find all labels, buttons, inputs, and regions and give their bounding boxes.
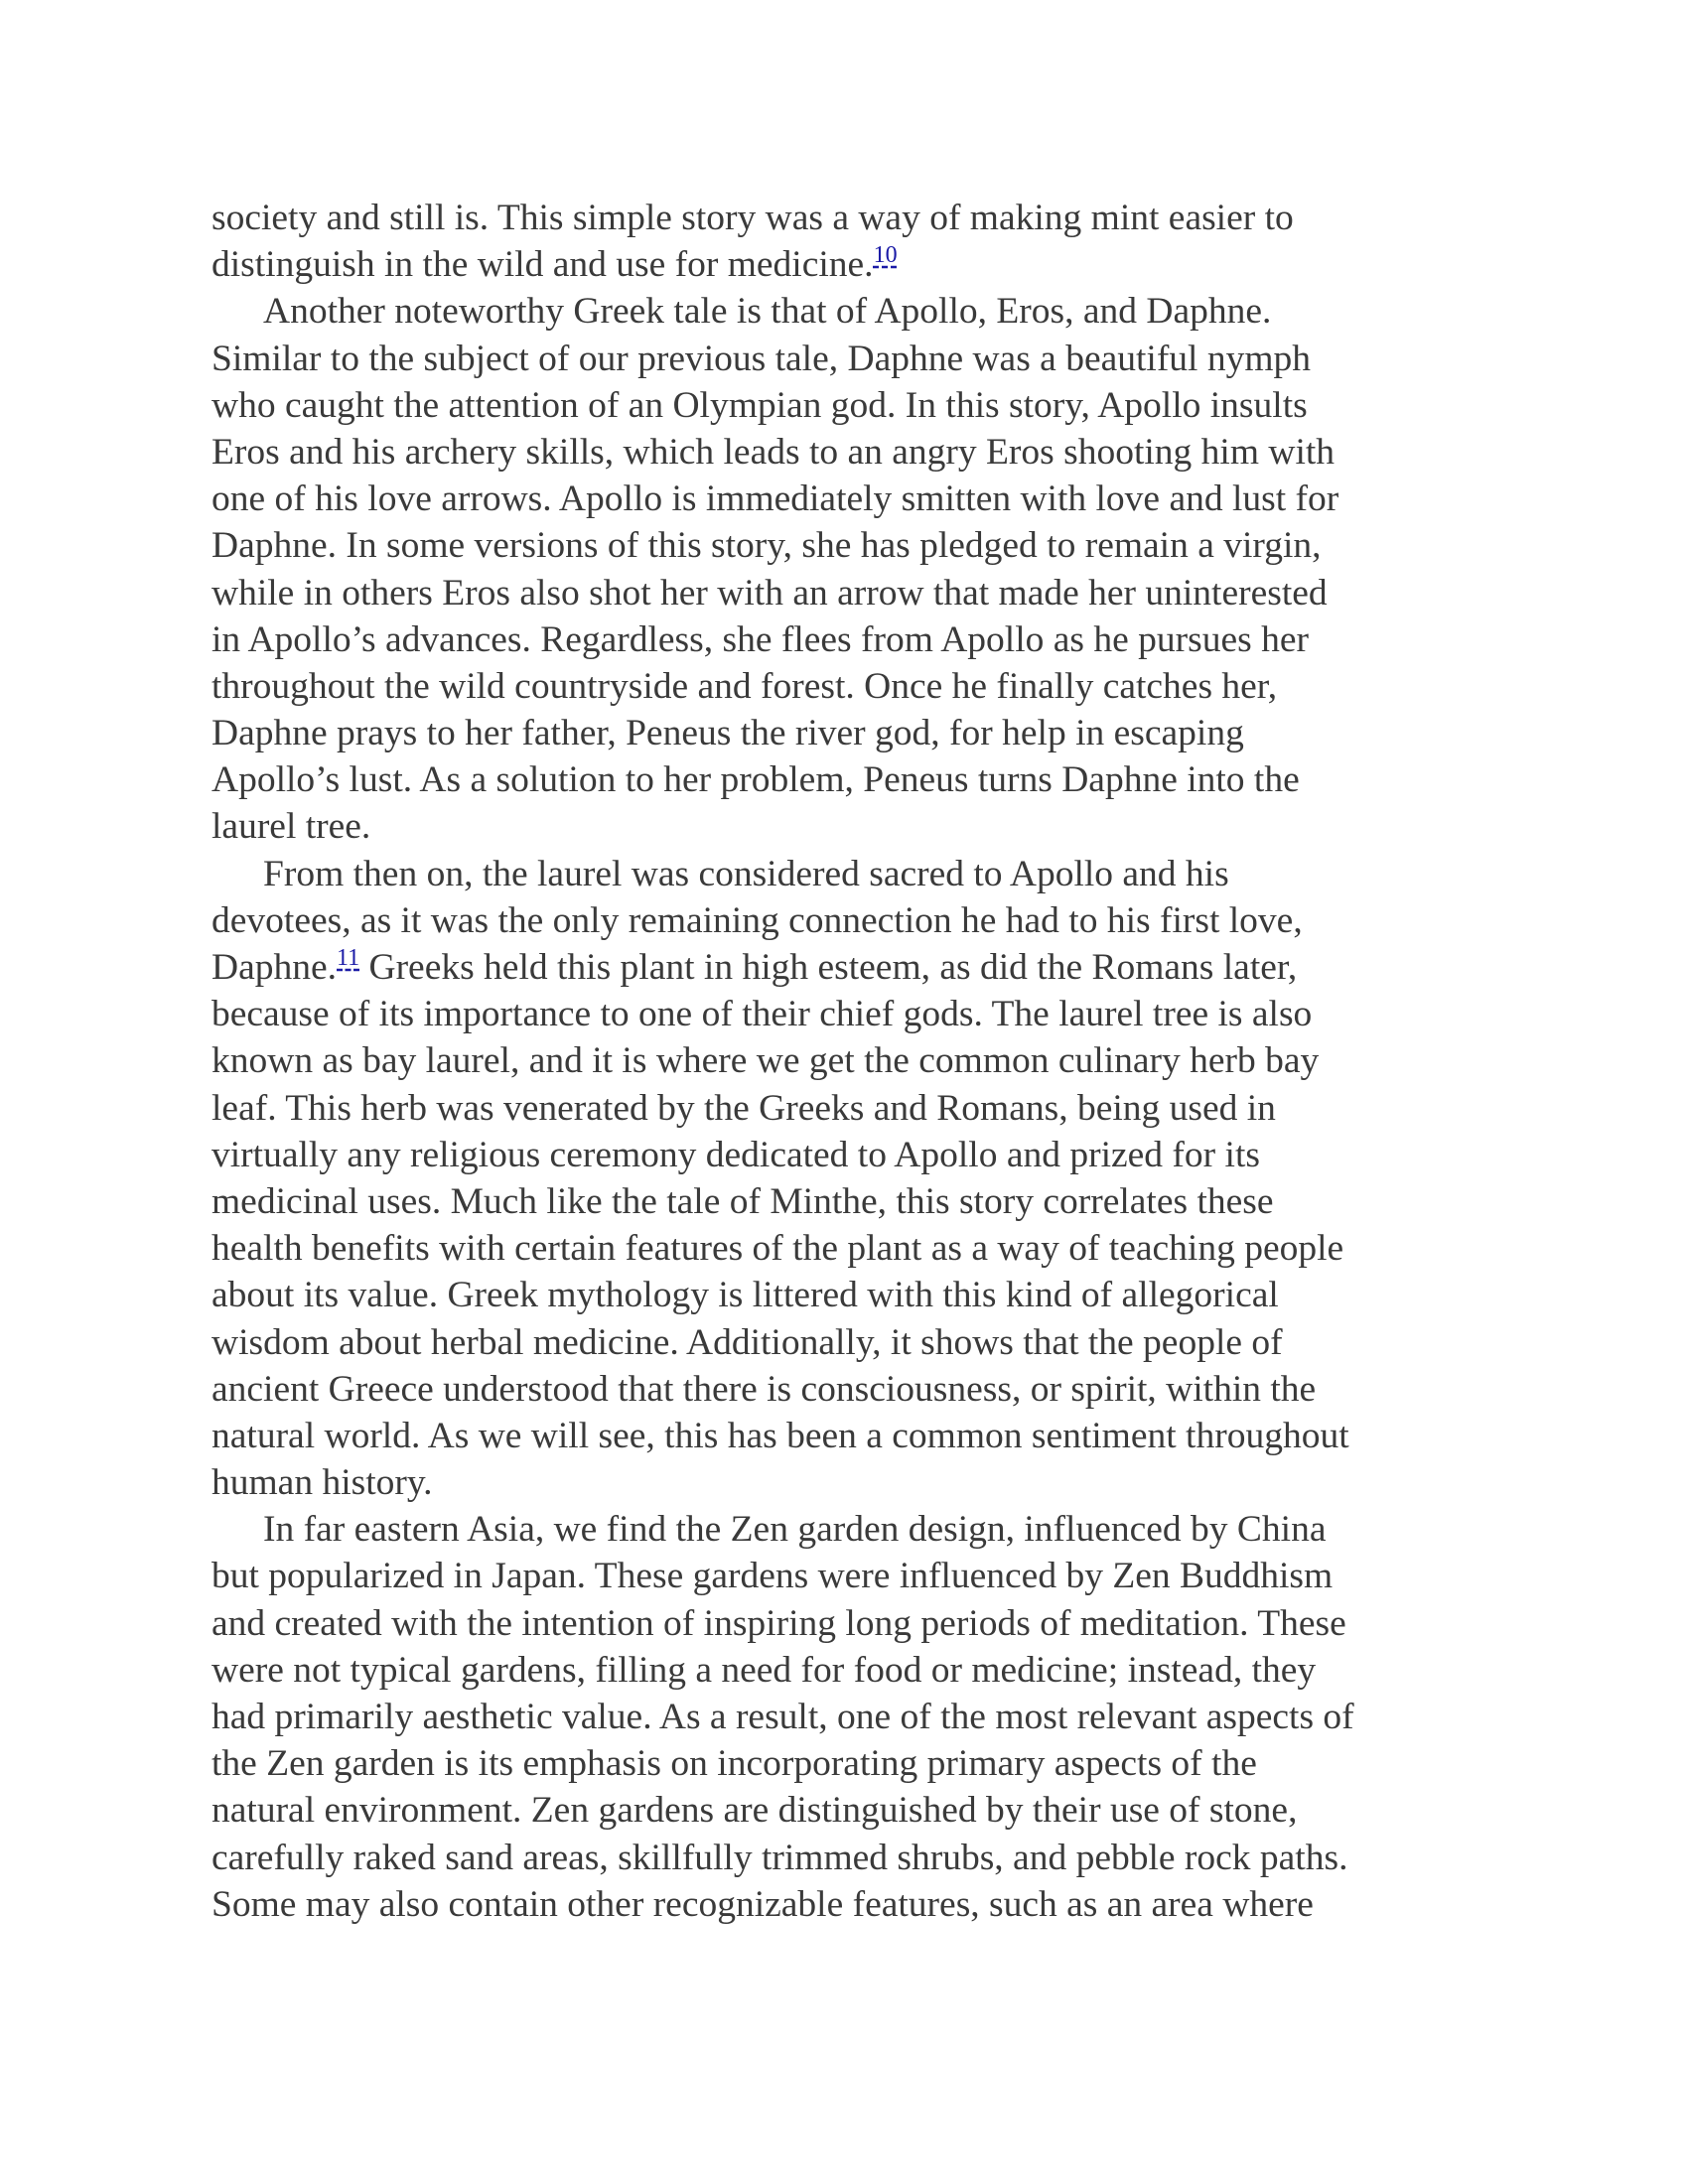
text-line: natural environment. Zen gardens are distinguished by their use of stone, <box>211 1790 1298 1832</box>
paragraph-4 <box>211 1506 1492 1928</box>
text-line <box>211 944 1492 991</box>
text-line: Eros and his archery skills, which leads to an angry Eros shooting him with <box>211 431 1336 473</box>
text-line: about its value. Greek mythology is littered with this kind of allegorical <box>211 1275 1279 1316</box>
paragraph-2 <box>211 288 1492 850</box>
text-line: virtually any religious ceremony dedicated to Apollo and prized for its <box>211 1134 1260 1175</box>
text-line: wisdom about herbal medicine. Additionally, it shows that the people of <box>211 1321 1283 1363</box>
text-line: Some may also contain other recognizable features, such as an area where <box>211 1883 1314 1925</box>
text-line: devotees, as it was the only remaining connection he had to his first love, <box>211 899 1303 941</box>
text-line: throughout the wild countryside and forest. Once he finally catches her, <box>211 665 1278 707</box>
footnote-link-10[interactable]: 10 <box>873 242 898 269</box>
text-line: laurel tree. <box>211 806 371 848</box>
text-line: Daphne prays to her father, Peneus the river god, for help in escaping <box>211 713 1244 754</box>
text-line: carefully raked sand areas, skillfully trimmed shrubs, and pebble rock paths. <box>211 1837 1348 1878</box>
text-segment: distinguish in the wild and use for medicine. <box>211 244 874 286</box>
text-line: From then on, the laurel was considered sacred to Apollo and his <box>263 853 1229 894</box>
text-line <box>211 241 1492 288</box>
text-line: while in others Eros also shot her with an arrow that made her uninterested <box>211 572 1328 614</box>
text-line: were not typical gardens, filling a need for food or medicine; instead, they <box>211 1649 1317 1691</box>
text-segment: Daphne. <box>211 947 337 988</box>
text-line: Daphne. In some versions of this story, she has pledged to remain a virgin, <box>211 525 1322 567</box>
text-line: the Zen garden is its emphasis on incorporating primary aspects of the <box>211 1743 1257 1785</box>
text-line: Similar to the subject of our previous tale, Daphne was a beautiful nymph <box>211 338 1312 379</box>
text-line: society and still is. This simple story was a way of making mint easier to <box>211 198 1294 238</box>
text-line: human history. <box>211 1462 433 1504</box>
footnote-link-11[interactable]: 11 <box>337 945 360 971</box>
text-line: because of its importance to one of their chief gods. The laurel tree is also <box>211 994 1313 1035</box>
text-line: natural world. As we will see, this has been a common sentiment throughout <box>211 1415 1349 1456</box>
text-segment: Greeks held this plant in high esteem, as did the Romans later, <box>359 947 1298 988</box>
document-page <box>211 195 1492 1928</box>
text-line: one of his love arrows. Apollo is immediately smitten with love and lust for <box>211 478 1339 520</box>
text-line: but popularized in Japan. These gardens were influenced by Zen Buddhism <box>211 1556 1334 1597</box>
text-line: who caught the attention of an Olympian god. In this story, Apollo insults <box>211 384 1308 426</box>
text-line: Another noteworthy Greek tale is that of Apollo, Eros, and Daphne. <box>263 291 1272 333</box>
text-line: in Apollo’s advances. Regardless, she flees from Apollo as he pursues her <box>211 618 1309 660</box>
text-line: leaf. This herb was venerated by the Greeks and Romans, being used in <box>211 1087 1276 1129</box>
text-line: Apollo’s lust. As a solution to her problem, Peneus turns Daphne into the <box>211 759 1300 801</box>
text-line: health benefits with certain features of the plant as a way of teaching people <box>211 1228 1344 1270</box>
paragraph-3 <box>211 851 1492 1507</box>
text-line: In far eastern Asia, we find the Zen garden design, influenced by China <box>263 1509 1327 1551</box>
text-line: ancient Greece understood that there is consciousness, or spirit, within the <box>211 1368 1317 1410</box>
paragraph-1 <box>211 195 1492 288</box>
text-line: had primarily aesthetic value. As a result, one of the most relevant aspects of <box>211 1697 1354 1737</box>
text-line: and created with the intention of inspiring long periods of meditation. These <box>211 1602 1346 1644</box>
text-line: known as bay laurel, and it is where we get the common culinary herb bay <box>211 1040 1320 1082</box>
text-line: medicinal uses. Much like the tale of Minthe, this story correlates these <box>211 1180 1274 1222</box>
